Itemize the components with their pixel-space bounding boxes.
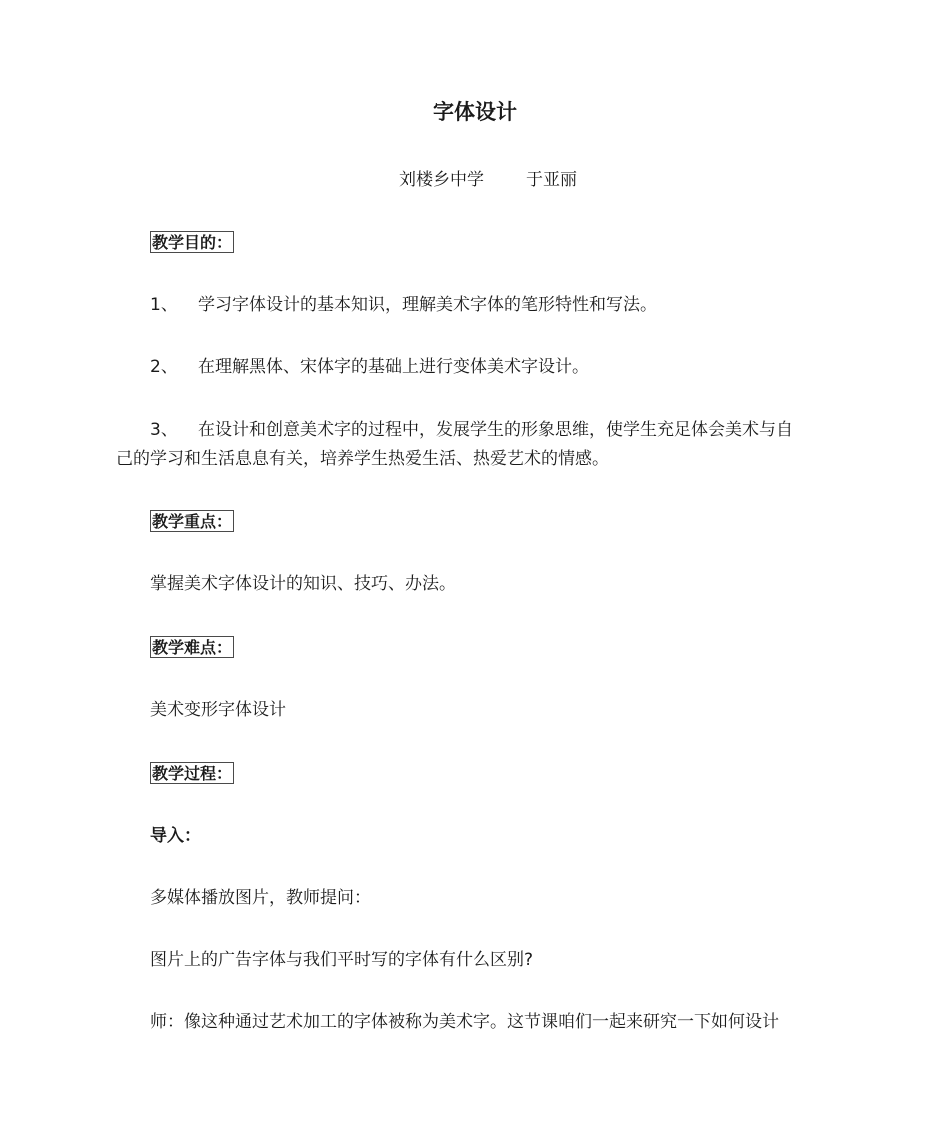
paragraph: 师：像这种通过艺术加工的字体被称为美术字。这节课咱们一起来研究一下如何设计 (150, 1012, 779, 1032)
document-title: 字体设计 (433, 100, 517, 124)
objective-number: 1、 (150, 295, 178, 315)
objective-item-1 (150, 293, 657, 317)
difficulty-text: 美术变形字体设计 (150, 700, 286, 720)
objective-number: 2、 (150, 357, 178, 377)
intro-heading: 导入： (150, 826, 201, 846)
paragraph: 图片上的广告字体与我们平时写的字体有什么区别? (150, 950, 534, 970)
byline (399, 168, 577, 192)
process-heading: 教学过程： (152, 764, 233, 783)
difficulty-heading: 教学难点： (152, 638, 233, 657)
objective-number: 3、 (150, 420, 178, 440)
key-points-text: 掌握美术字体设计的知识、技巧、办法。 (150, 574, 456, 594)
objective-text: 在理解黑体、宋体字的基础上进行变体美术字设计。 (198, 357, 589, 377)
objective-text: 在设计和创意美术字的过程中，发展学生的形象思维，使学生充足体会美术与自 (198, 420, 793, 440)
school-name: 刘楼乡中学 (399, 170, 484, 190)
paragraph: 多媒体播放图片，教师提问： (150, 888, 371, 908)
objective-item-3 (150, 418, 793, 442)
objective-item-2 (150, 355, 589, 379)
objective-item-3-continuation: 己的学习和生活息息有关，培养学生热爱生活、热爱艺术的情感。 (116, 449, 609, 469)
objective-text: 学习字体设计的基本知识，理解美术字体的笔形特性和写法。 (198, 295, 657, 315)
key-points-heading: 教学重点： (152, 512, 233, 531)
author-name: 于亚丽 (526, 170, 577, 190)
objectives-heading: 教学目的： (152, 233, 233, 252)
